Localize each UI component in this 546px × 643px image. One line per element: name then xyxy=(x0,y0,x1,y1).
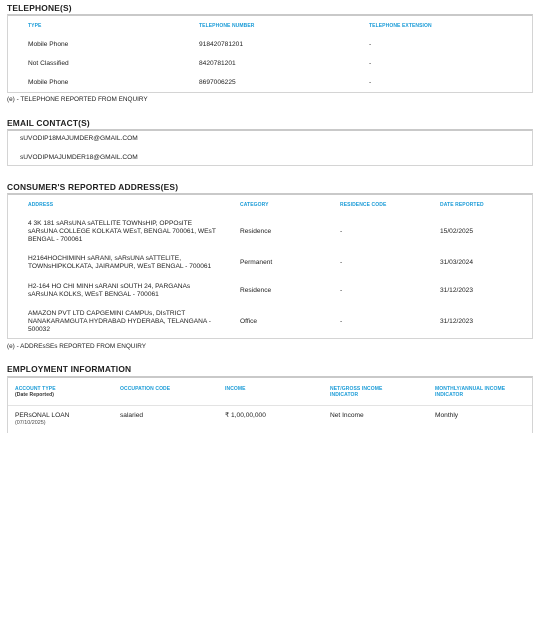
net-gross-indicator: Net Income xyxy=(330,412,364,419)
telephone-table xyxy=(7,14,533,93)
email-address: sUVODIP18MAJUMDER@GMAIL.COM xyxy=(20,135,138,142)
email-address: sUVODIPMAJUMDER18@GMAIL.COM xyxy=(20,154,138,161)
column-header-account-type: ACCOUNT TYPE (Date Reported) xyxy=(15,386,56,398)
phone-number: 8697006225 xyxy=(199,79,236,86)
phone-extension: - xyxy=(369,79,372,86)
phone-extension: - xyxy=(369,60,372,67)
column-header-telephone-number: TELEPHONE NUMBER xyxy=(199,23,255,29)
address-text: AMAZON PVT LTD CAPGEMINI CAMPUs, DIsTRICT NANAKARAMGUTA HYDRABAD HYDERABA, TELANGANA - 500032 xyxy=(28,310,211,333)
header-divider xyxy=(8,405,532,406)
phone-extension: - xyxy=(369,41,372,48)
column-header-monthly-annual-indicator: MONTHLY/ANNUAL INCOME INDICATOR xyxy=(435,386,506,398)
address-text: H2164HOCHIMINH sARANI, sARsUNA sATTELITE, TOWNsHIPKOLKATA, JAIRAMPUR, WEsT BENGAL - 700061 xyxy=(28,255,212,270)
column-header-category: CATEGORY xyxy=(240,202,269,208)
phone-type: Not Classified xyxy=(28,60,69,67)
employment-table xyxy=(7,376,533,433)
column-header-net-gross-indicator: NET/GROSS INCOME INDICATOR xyxy=(330,386,383,398)
column-header-date-reported-sub: (Date Reported) xyxy=(15,392,55,398)
email-section-title: EMAIL CONTACT(S) xyxy=(7,118,90,128)
column-header-income: INCOME xyxy=(225,386,246,392)
income-value: ₹ 1,00,00,000 xyxy=(225,412,266,419)
residence-code: - xyxy=(340,318,343,325)
residence-code: - xyxy=(340,287,343,294)
telephone-enquiry-note: (e) - TELEPHONE REPORTED FROM ENQUIRY xyxy=(7,96,148,103)
employment-section-title: EMPLOYMENT INFORMATION xyxy=(7,364,132,374)
date-reported: 15/02/2025 xyxy=(440,228,474,235)
date-reported: 31/12/2023 xyxy=(440,318,474,325)
address-category: Permanent xyxy=(240,259,273,266)
column-header-telephone-extension: TELEPHONE EXTENSION xyxy=(369,23,432,29)
phone-type: Mobile Phone xyxy=(28,41,69,48)
column-header-date-reported: DATE REPORTED xyxy=(440,202,484,208)
column-header-address: ADDRESS xyxy=(28,202,54,208)
residence-code: - xyxy=(340,259,343,266)
address-category: Office xyxy=(240,318,258,325)
phone-number: 918420781201 xyxy=(199,41,244,48)
address-table xyxy=(7,193,533,339)
address-enquiry-note: (e) - ADDREsSEs REPORTED FROM ENQUIRY xyxy=(7,343,146,350)
phone-type: Mobile Phone xyxy=(28,79,69,86)
address-text: H2-164 HO CHI MINH sARANI sOUTH 24, PARGANAs sARsUNA KOLKS, WEsT BENGAL - 700061 xyxy=(28,283,191,298)
column-header-residence-code: RESIDENCE CODE xyxy=(340,202,387,208)
telephone-section-title: TELEPHONE(S) xyxy=(7,3,72,13)
address-category: Residence xyxy=(240,287,272,294)
address-section-title: CONSUMER'S REPORTED ADDRESS(ES) xyxy=(7,182,179,192)
occupation-code: salaried xyxy=(120,412,144,419)
address-text: 4 3K 181 sARsUNA sATELLITE TOWNsHIP, OPPOsITE sARsUNA COLLEGE KOLKATA WEsT, BENGAL 700061, WEsT BENGAL - 700061 xyxy=(28,220,216,243)
employment-date-reported: (07/10/2025) xyxy=(15,420,46,426)
monthly-annual-indicator: Monthly xyxy=(435,412,459,419)
date-reported: 31/12/2023 xyxy=(440,287,474,294)
address-category: Residence xyxy=(240,228,272,235)
email-table xyxy=(7,129,533,166)
column-header-type: TYPE xyxy=(28,23,42,29)
residence-code: - xyxy=(340,228,343,235)
phone-number: 8420781201 xyxy=(199,60,236,67)
date-reported: 31/03/2024 xyxy=(440,259,474,266)
column-header-occupation-code: OCCUPATION CODE xyxy=(120,386,171,392)
employment-account-type: PERsONAL LOAN (07/10/2025) xyxy=(15,412,70,426)
